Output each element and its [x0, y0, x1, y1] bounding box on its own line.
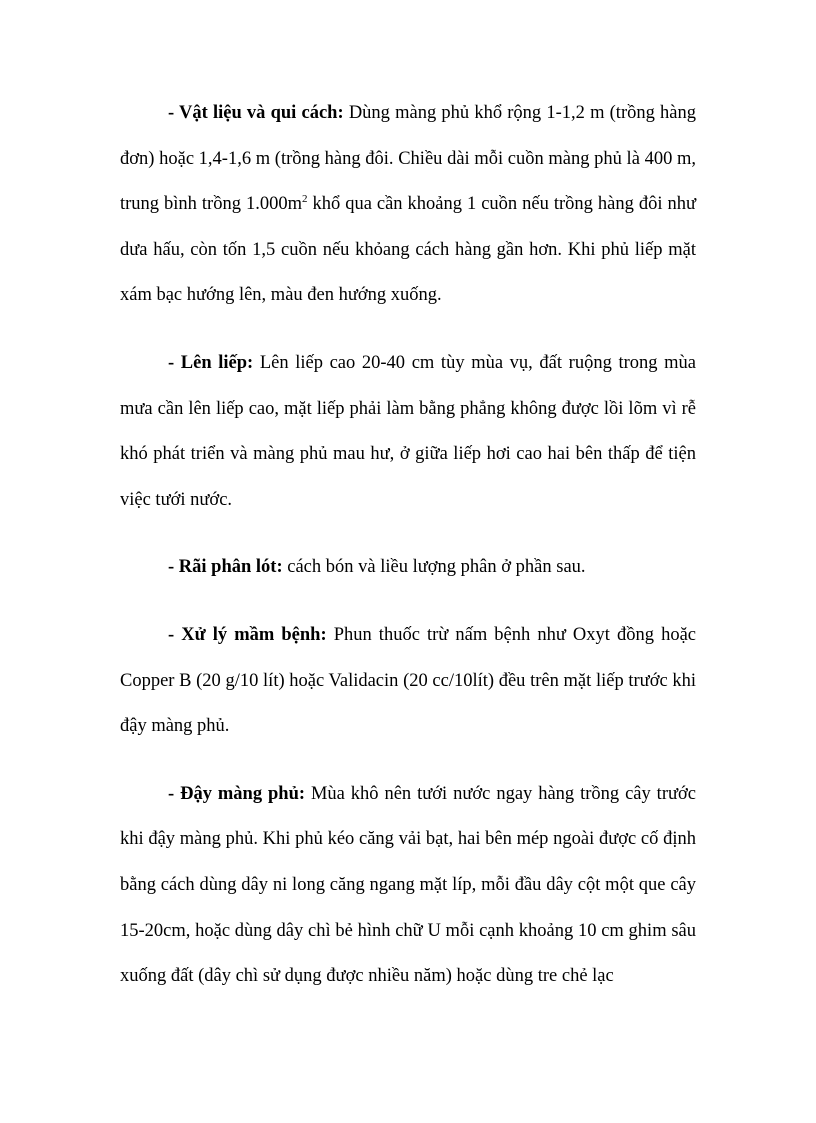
- paragraph-text: Phun thuốc trừ nấm bệnh như Oxyt đồng hoặc Copper B (20 g/10 lít) hoặc Validacin (20 cc/10lít) đều trên mặt liếp trước khi đậy màng phủ.: [120, 624, 697, 737]
- paragraph-text: khổ qua cần khoảng 1 cuồn nếu trồng hàng đôi như dưa hấu, còn tốn 1,5 cuồn nếu khỏang cách hàng gần hơn. Khi phủ liếp mặt xám bạc hướng lên, màu đen hướng xuống.: [120, 194, 696, 306]
- paragraph-label: - Đậy màng phủ:: [168, 783, 306, 804]
- paragraph-text: cách bón và liều lượng phân ở phần sau.: [282, 557, 586, 578]
- paragraph-day-mang-phu: [120, 772, 696, 1000]
- paragraph-text: Lên liếp cao 20-40 cm tùy mùa vụ, đất ruộng trong mùa mưa cần lên liếp cao, mặt liếp phải làm bằng phẳng không được lồi lõm vì rễ khó phát triển và màng phủ mau hư, ở giữa liếp hơi cao hai bên thấp để tiện việc tưới nước.: [120, 352, 696, 510]
- paragraph-label: - Lên liếp:: [168, 352, 254, 373]
- paragraph-xu-ly-mam-benh: [120, 613, 696, 750]
- paragraph-label: - Rãi phân lót:: [168, 557, 283, 578]
- paragraph-vat-lieu: [120, 91, 696, 319]
- paragraph-label: - Vật liệu và qui cách:: [168, 103, 344, 123]
- paragraph-rai-phan-lot: [120, 545, 696, 591]
- paragraph-text: Mùa khô nên tưới nước ngay hàng trồng cây trước khi đậy màng phủ. Khi phủ kéo căng vải bạt, hai bên mép ngoài được cố định bằng cách dùng dây ni long căng ngang mặt líp, mỗi đầu dây cột một que cây 15-20cm, hoặc dùng dây chì bẻ hình chữ U mỗi cạnh khoảng 10 cm ghim sâu xuống đất (dây chì sử dụng được nhiều năm) hoặc dùng tre chẻ lạc: [120, 783, 696, 987]
- paragraph-text: Dùng màng phủ khổ rộng 1-1,2 m (trồng hàng đơn) hoặc 1,4-1,6 m (trồng hàng đôi. Chiều dài mỗi cuồn màng phủ là 400 m, trung bình trồng 1.000m: [120, 103, 696, 215]
- paragraph-len-liep: [120, 341, 696, 523]
- paragraph-label: - Xử lý mầm bệnh:: [168, 624, 327, 645]
- superscript: 2: [301, 193, 308, 206]
- document-page: [120, 91, 696, 1000]
